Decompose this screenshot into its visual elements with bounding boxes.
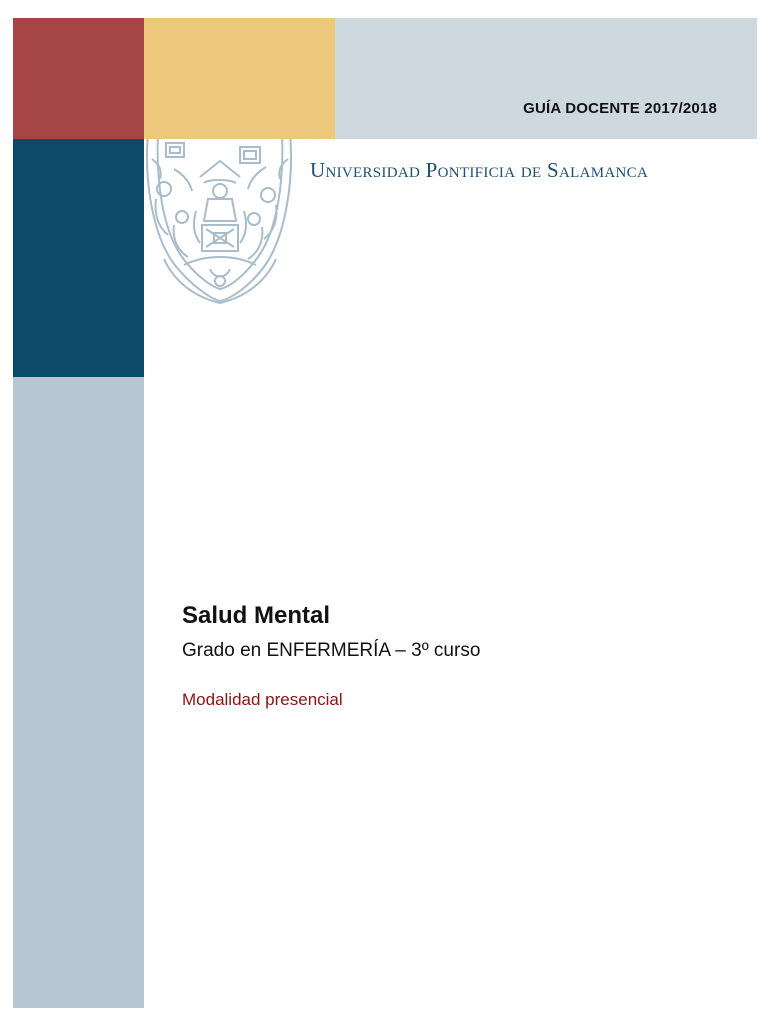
course-modality: Modalidad presencial (182, 690, 343, 709)
guide-label: GUÍA DOCENTE 2017/2018 (523, 100, 717, 117)
university-seal-icon (144, 139, 296, 305)
course-title: Salud Mental (182, 602, 331, 629)
grey-sidebar-block (13, 377, 144, 1008)
grey-header-block (335, 18, 757, 139)
red-color-block (13, 18, 144, 139)
course-subtitle: Grado en ENFERMERÍA – 3º curso (182, 640, 481, 661)
yellow-color-block (144, 18, 335, 139)
university-name: Universidad Pontificia de Salamanca (310, 158, 649, 182)
navy-color-block (13, 139, 144, 377)
